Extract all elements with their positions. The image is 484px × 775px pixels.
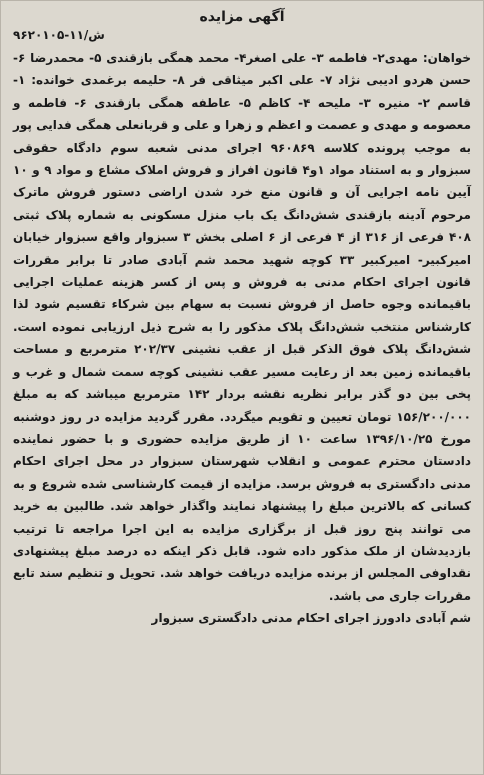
notice-title: آگهی مزایده xyxy=(199,9,285,25)
notice-body: خواهان: مهدی۲- فاطمه ۳- علی اصغر۴- محمد همگی بازقندی ۵- محمدرضا ۶- حسن هردو ادیبی نژاد ۷- علی اکبر میثاقی فر ۸- حلیمه برغمدی خوانده: ۱- قاسم ۲- منیره ۳- ملیحه ۴- کاظم ۵- عاطفه همگی بازقندی ۶- فاطمه و معصومه و مهدی و عصمت و اعظم و زهرا و علی و قربانعلی همگی فدایی پور به موجب پرونده کلاسه ۹۶۰۸۶۹ اجرای مدنی شعبه سوم دادگاه حقوقی سبزوار و به استناد مواد ۱و۴ قانون افراز و فروش املاک مشاع و مواد ۹ و ۱۰ آیین نامه اجرایی آن و قانون منع خرد شدن اراضی دستور فروش ماترک مرحوم آدینه بازقندی شش‌دانگ یک باب منزل مسکونی به شماره پلاک ثبتی ۴۰۸ فرعی از ۳۱۶ از ۴ فرعی از ۶ اصلی بخش ۳ سبزوار واقع سبزوار خیابان امیرکبیر- امیرکبیر ۳۳ کوچه شهید محمد شم آبادی صادر تا برابر مقررات قانون اجرای احکام مدنی به فروش و پس از کسر هزینه عملیات اجرایی باقیمانده وجوه حاصل از فروش نسبت به سهام بین شرکاء تقسیم شود لذا کارشناس منتخب شش‌دانگ پلاک مذکور را به شرح ذیل ارزیابی نموده است. شش‌دانگ پلاک فوق الذکر قبل از عقب نشینی ۲۰۲/۳۷ مترمربع و مساحت باقیمانده زمین بعد از رعایت مسیر عقب نشینی کوچه سمت شمال و غرب و پخی بین دو گذر برابر نظریه نقشه بردار ۱۴۲ مترمربع میباشد که به مبلغ ۱۵۶/۲۰۰/۰۰۰ تومان تعیین و تقویم میگردد. مقرر گردید مزایده در روز دوشنبه مورخ ۱۳۹۶/۱۰/۲۵ ساعت ۱۰ از طریق مزایده حضوری و با حضور نماینده دادستان محترم عمومی و انقلاب شهرستان سبزوار در محل اجرای احکام مدنی دادگستری به فروش برسد. مزایده از قیمت کارشناسی شده شروع و به کسانی که بالاترین مبلغ را پیشنهاد نمایند واگذار خواهد شد. طالبین به خرید می توانند پنج روز قبل از برگزاری مزایده به این اجرا مراجعه تا ترتیب بازدیدشان از ملک مذکور داده شود. قابل ذکر اینکه ده درصد مبلغ پیشنهادی نقداوفی المجلس از برنده مزایده دریافت خواهد شد. تحویل و تنظیم سند تابع مقررات جاری می باشد. xyxy=(13,51,472,603)
notice-signature: شم آبادی دادورز اجرای احکام مدنی دادگستری سبزوار xyxy=(151,611,471,626)
notice-reference-number: ۹۶۲۰۱۰۵-۱۱/ش xyxy=(13,28,105,42)
